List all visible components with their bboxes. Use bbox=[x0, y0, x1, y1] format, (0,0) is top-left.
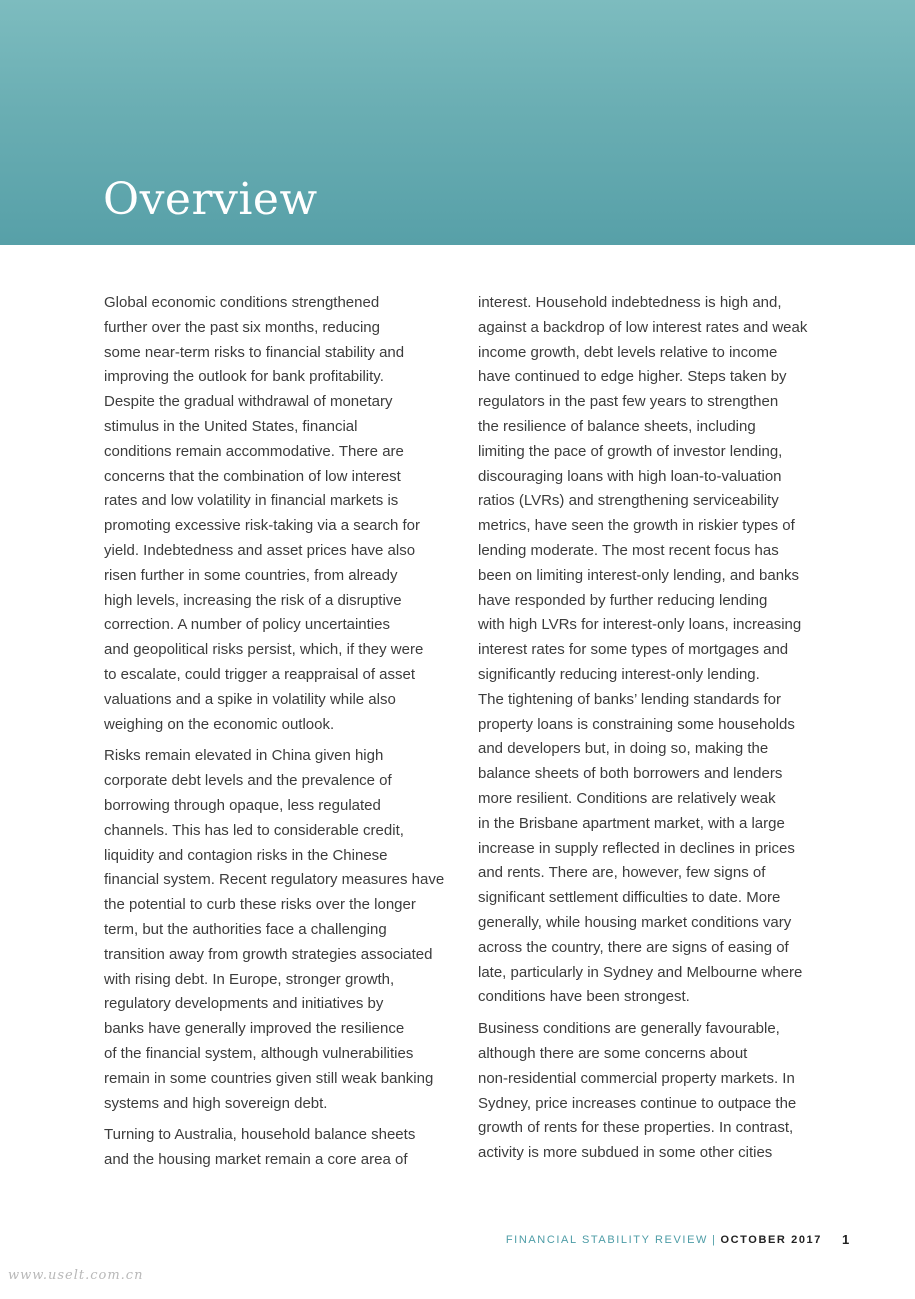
text-line: rates and low volatility in financial markets is bbox=[104, 492, 399, 510]
text-line: significant settlement difficulties to date. More bbox=[478, 889, 781, 907]
text-line: growth of rents for these properties. In contrast, bbox=[478, 1119, 794, 1137]
paragraph bbox=[104, 1123, 454, 1173]
text-line: Despite the gradual withdrawal of monetary bbox=[104, 393, 393, 411]
text-line: the potential to curb these risks over the longer bbox=[104, 896, 416, 914]
text-line: Risks remain elevated in China given high bbox=[104, 747, 384, 765]
text-line: channels. This has led to considerable credit, bbox=[104, 821, 404, 839]
text-line: correction. A number of policy uncertainties bbox=[104, 616, 390, 634]
text-line: limiting the pace of growth of investor lending, bbox=[478, 442, 783, 460]
page-footer bbox=[0, 1234, 915, 1254]
text-line: have continued to edge higher. Steps taken by bbox=[478, 368, 787, 386]
text-line: improving the outlook for bank profitability. bbox=[104, 368, 384, 386]
text-line: further over the past six months, reducing bbox=[104, 318, 380, 336]
text-line: and rents. There are, however, few signs of bbox=[478, 864, 766, 882]
text-line: interest. Household indebtedness is high and, bbox=[478, 294, 782, 311]
text-line: lending moderate. The most recent focus has bbox=[478, 541, 779, 559]
text-line: high levels, increasing the risk of a disruptive bbox=[104, 591, 402, 609]
running-footer bbox=[506, 1234, 822, 1246]
text-line: interest rates for some types of mortgages and bbox=[478, 641, 789, 659]
text-line: systems and high sovereign debt. bbox=[104, 1094, 328, 1112]
publication-name: FINANCIAL STABILITY REVIEW bbox=[505, 1234, 708, 1246]
text-line: valuations and a spike in volatility while also bbox=[104, 690, 396, 708]
text-line: against a backdrop of low interest rates and weak bbox=[478, 318, 808, 336]
paragraph bbox=[478, 1017, 828, 1166]
text-line: transition away from growth strategies associated bbox=[104, 945, 433, 963]
text-line: been on limiting interest-only lending, and banks bbox=[478, 566, 800, 584]
text-line: balance sheets of both borrowers and lenders bbox=[478, 765, 783, 783]
text-line: income growth, debt levels relative to income bbox=[478, 343, 778, 361]
text-line: non-residential commercial property markets. In bbox=[478, 1069, 795, 1087]
page-title: Overview bbox=[103, 174, 318, 225]
text-line: and the housing market remain a core area of bbox=[104, 1151, 408, 1169]
text-line: the resilience of balance sheets, including bbox=[478, 417, 756, 435]
text-line: to escalate, could trigger a reappraisal of asset bbox=[104, 665, 416, 683]
text-line: conditions remain accommodative. There are bbox=[104, 442, 404, 460]
text-line: although there are some concerns about bbox=[478, 1044, 748, 1062]
text-line: weighing on the economic outlook. bbox=[104, 715, 335, 733]
paragraph bbox=[104, 744, 454, 1116]
text-line: liquidity and contagion risks in the Chinese bbox=[104, 846, 388, 864]
text-line: conditions have been strongest. bbox=[478, 988, 690, 1006]
text-line: some near-term risks to financial stability and bbox=[104, 343, 405, 361]
text-line: late, particularly in Sydney and Melbourne where bbox=[478, 963, 803, 981]
text-line: property loans is constraining some households bbox=[478, 715, 795, 733]
text-line: and geopolitical risks persist, which, if they were bbox=[104, 641, 424, 659]
text-line: yield. Indebtedness and asset prices have also bbox=[104, 541, 416, 559]
text-line: ratios (LVRs) and strengthening serviceability bbox=[478, 492, 779, 510]
text-line: remain in some countries given still weak banking bbox=[104, 1069, 434, 1087]
text-line: discouraging loans with high loan-to-valuation bbox=[478, 467, 782, 485]
text-line: generally, while housing market conditions vary bbox=[478, 913, 792, 931]
text-line: of the financial system, although vulnerabilities bbox=[104, 1044, 414, 1062]
text-line: regulatory developments and initiatives by bbox=[104, 995, 384, 1013]
text-line: activity is more subdued in some other cities bbox=[478, 1144, 773, 1162]
text-line: borrowing through opaque, less regulated bbox=[104, 796, 381, 814]
text-line: more resilient. Conditions are relatively weak bbox=[478, 789, 776, 807]
text-line: significantly reducing interest-only lending. bbox=[478, 665, 760, 683]
text-line: Business conditions are generally favourable, bbox=[478, 1020, 780, 1038]
text-line: across the country, there are signs of easing of bbox=[478, 938, 789, 956]
footer-separator: | bbox=[712, 1234, 717, 1246]
text-line: Sydney, price increases continue to outpace the bbox=[478, 1094, 797, 1112]
text-line: stimulus in the United States, financial bbox=[104, 417, 358, 435]
paragraph bbox=[104, 291, 454, 737]
text-line: Global economic conditions strengthened bbox=[104, 294, 380, 311]
text-line: risen further in some countries, from already bbox=[104, 566, 398, 584]
publication-date: OCTOBER 2017 bbox=[720, 1234, 822, 1246]
text-line: regulators in the past few years to strengthen bbox=[478, 393, 779, 411]
page-number: 1 bbox=[842, 1232, 850, 1247]
text-line: banks have generally improved the resilience bbox=[104, 1020, 405, 1038]
text-line: corporate debt levels and the prevalence of bbox=[104, 772, 392, 790]
right-column bbox=[478, 291, 828, 1166]
text-line: in the Brisbane apartment market, with a large bbox=[478, 814, 785, 832]
text-line: with high LVRs for interest-only loans, increasing bbox=[478, 616, 802, 634]
text-line: The tightening of banks’ lending standards for bbox=[478, 690, 781, 708]
header-band bbox=[0, 0, 915, 245]
text-line: increase in supply reflected in declines in prices bbox=[478, 839, 795, 857]
text-line: metrics, have seen the growth in riskier types of bbox=[478, 517, 795, 535]
text-line: financial system. Recent regulatory measures have bbox=[104, 871, 445, 889]
left-column bbox=[104, 291, 454, 1173]
paragraph bbox=[478, 291, 828, 1010]
text-line: term, but the authorities face a challenging bbox=[104, 920, 387, 938]
text-line: and developers but, in doing so, making the bbox=[478, 740, 769, 758]
text-line: concerns that the combination of low interest bbox=[104, 467, 401, 485]
watermark: www.uselt.com.cn bbox=[8, 1268, 144, 1283]
text-line: Turning to Australia, household balance sheets bbox=[104, 1126, 416, 1144]
text-line: have responded by further reducing lending bbox=[478, 591, 768, 609]
text-line: with rising debt. In Europe, stronger growth, bbox=[104, 970, 395, 988]
text-line: promoting excessive risk-taking via a search for bbox=[104, 517, 420, 535]
